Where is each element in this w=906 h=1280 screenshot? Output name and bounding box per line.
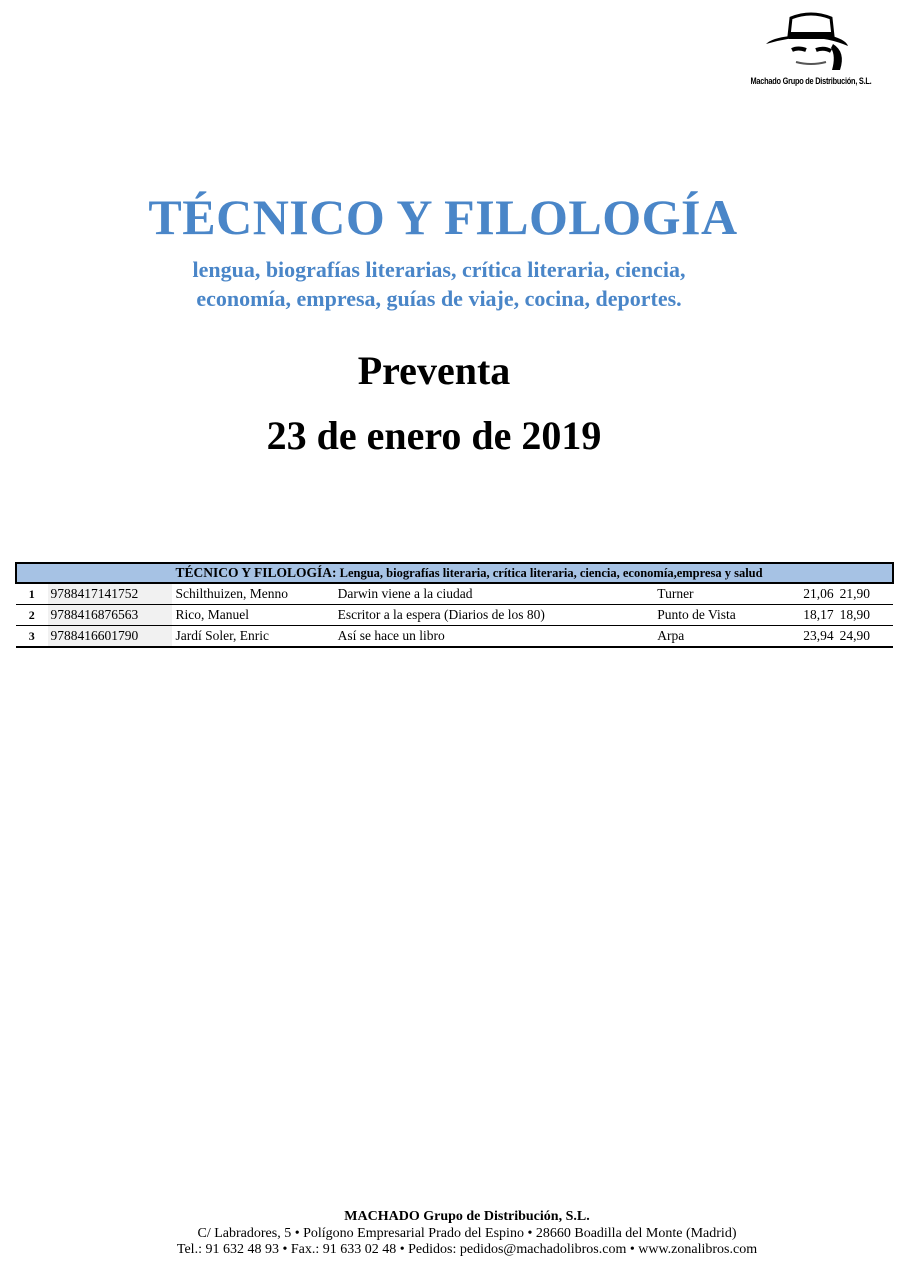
price: 18,90 [837,605,893,626]
logo-text: Machado Grupo de Distribución, S.L. [750,76,872,86]
subtitle-line-1: lengua, biografías literarias, crítica literaria, ciencia, [192,257,686,282]
isbn: 9788416876563 [48,605,173,626]
row-number: 2 [16,605,48,626]
publisher: Punto de Vista [654,605,785,626]
price: 21,90 [837,583,893,605]
footer-contact: Tel.: 91 632 48 93 • Fax.: 91 633 02 48 • Pedidos: pedidos@machadolibros.com • www.zonalibros.com [176,1242,758,1257]
footer-company: MACHADO Grupo de Distribución, S.L. [344,1209,590,1224]
man-with-hat-icon [736,10,886,76]
publisher: Turner [654,583,785,605]
subtitle-line-2: economía, empresa, guías de viaje, cocina, deportes. [196,286,682,311]
page-title: TÉCNICO Y FILOLOGÍA [148,189,738,245]
price: 24,90 [837,626,893,648]
author: Schilthuizen, Menno [172,583,334,605]
book-title: Escritor a la espera (Diarios de los 80) [335,605,655,626]
book-title: Darwin viene a la ciudad [335,583,655,605]
table-row [16,626,893,648]
author: Rico, Manuel [172,605,334,626]
publisher: Arpa [654,626,785,648]
preventa-heading: Preventa [357,348,511,393]
price-without-vat: 21,06 [785,583,837,605]
isbn: 9788417141752 [48,583,173,605]
row-number: 3 [16,626,48,648]
books-table [15,562,894,648]
category-header-row [16,563,893,583]
row-number: 1 [16,583,48,605]
table-row [16,605,893,626]
release-date: 23 de enero de 2019 [266,413,602,458]
price-without-vat: 18,17 [785,605,837,626]
isbn: 9788416601790 [48,626,173,648]
author: Jardí Soler, Enric [172,626,334,648]
category-header: TÉCNICO Y FILOLOGÍA: Lengua, biografías literaria, crítica literaria, ciencia, economía,empresa y salud [172,563,893,583]
price-without-vat: 23,94 [785,626,837,648]
table-row [16,583,893,605]
footer-address: C/ Labradores, 5 • Polígono Empresarial Prado del Espino • 28660 Boadilla del Monte (Madrid) [197,1226,737,1241]
company-logo [736,10,886,94]
book-title: Así se hace un libro [335,626,655,648]
